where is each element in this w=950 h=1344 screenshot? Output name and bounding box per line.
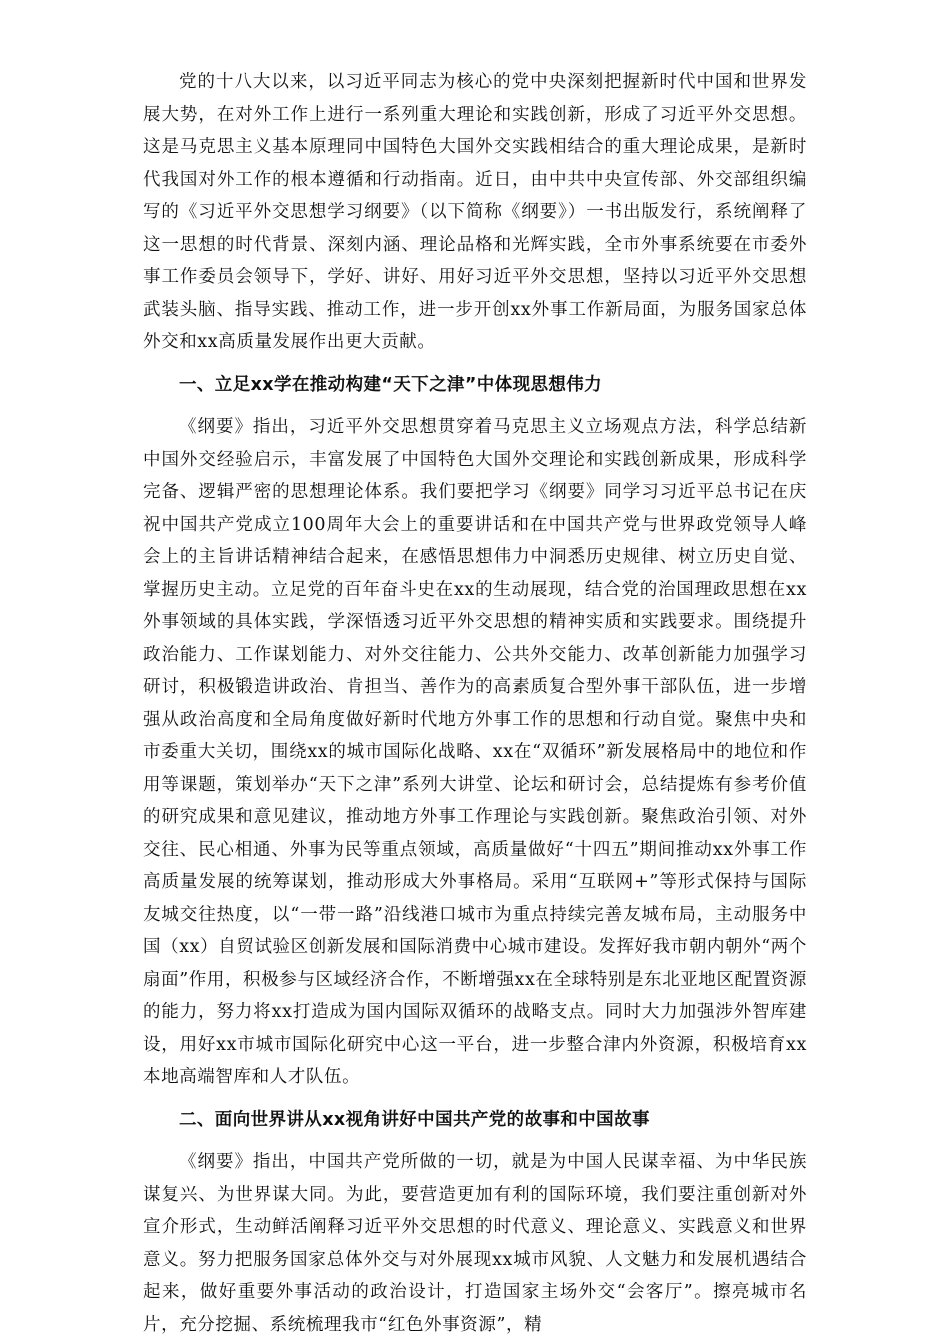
section-2-heading: 二、面向世界讲从xx视角讲好中国共产党的故事和中国故事	[179, 1109, 650, 1130]
section-1-paragraph: 《纲要》指出，习近平外交思想贯穿着马克思主义立场观点方法，科学总结新中国外交经验启示，丰富发展了中国特色大国外交理论和实践创新成果，形成科学完备、逻辑严密的思想理论体系。我们要把学习《纲要》同学习习近平总书记在庆祝中国共产党成立100周年大会上的重要讲话和在中国共产党与世界政党领导人峰会上的主旨讲话精神结合起来，在感悟思想伟力中洞悉历史规律、树立历史自觉、掌握历史主动。立足党的百年奋斗史在xx的生动展现，结合党的治国理政思想在xx外事领域的具体实践，学深悟透习近平外交思想的精神实质和实践要求。围绕提升政治能力、工作谋划能力、对外交往能力、公共外交能力、改革创新能力加强学习研讨，积极锻造讲政治、肯担当、善作为的高素质复合型外事干部队伍，进一步增强从政治高度和全局角度做好新时代地方外事工作的思想和行动自觉。聚焦中央和市委重大关切，围绕xx的城市国际化战略、xx在“双循环”新发展格局中的地位和作用等课题，策划举办“天下之津”系列大讲堂、论坛和研讨会，总结提炼有参考价值的研究成果和意见建议，推动地方外事工作理论与实践创新。聚焦政治引领、对外交往、民心相通、外事为民等重点领域，高质量做好“十四五”期间推动xx外事工作高质量发展的统筹谋划，推动形成大外事格局。采用“互联网+”等形式保持与国际友城交往热度，以“一带一路”沿线港口城市为重点持续完善友城布局，主动服务中国（xx）自贸试验区创新发展和国际消费中心城市建设。发挥好我市朝内朝外“两个扇面”作用，积极参与区域经济合作，不断增强xx在全球特别是东北亚地区配置资源的能力，努力将xx打造成为国内国际双循环的战略支点。同时大力加强涉外智库建设，用好xx市城市国际化研究中心这一平台，进一步整合津内外资源，积极培育xx本地高端智库和人才队伍。	[143, 417, 807, 1087]
section-1-heading: 一、立足xx学在推动构建“天下之津”中体现思想伟力	[179, 374, 603, 395]
intro-paragraph: 党的十八大以来，以习近平同志为核心的党中央深刻把握新时代中国和世界发展大势，在对外工作上进行一系列重大理论和实践创新，形成了习近平外交思想。这是马克思主义基本原理同中国特色大国外交实践相结合的重大理论成果，是新时代我国对外工作的根本遵循和行动指南。近日，由中共中央宣传部、外交部组织编写的《习近平外交思想学习纲要》（以下简称《纲要》）一书出版发行，系统阐释了这一思想的时代背景、深刻内涵、理论品格和光辉实践，全市外事系统要在市委外事工作委员会领导下，学好、讲好、用好习近平外交思想，坚持以习近平外交思想武装头脑、指导实践、推动工作，进一步开创xx外事工作新局面，为服务国家总体外交和xx高质量发展作出更大贡献。	[143, 72, 807, 352]
section-2-paragraph: 《纲要》指出，中国共产党所做的一切，就是为中国人民谋幸福、为中华民族谋复兴、为世界谋大同。为此，要营造更加有利的国际环境，我们要注重创新对外宣介形式，生动鲜活阐释习近平外交思想的时代意义、理论意义、实践意义和世界意义。努力把服务国家总体外交与对外展现xx城市风貌、人文魅力和发展机遇结合起来，做好重要外事活动的政治设计，打造国家主场外交“会客厅”。擦亮城市名片，充分挖掘、系统梳理我市“红色外事资源”，精	[143, 1152, 807, 1335]
